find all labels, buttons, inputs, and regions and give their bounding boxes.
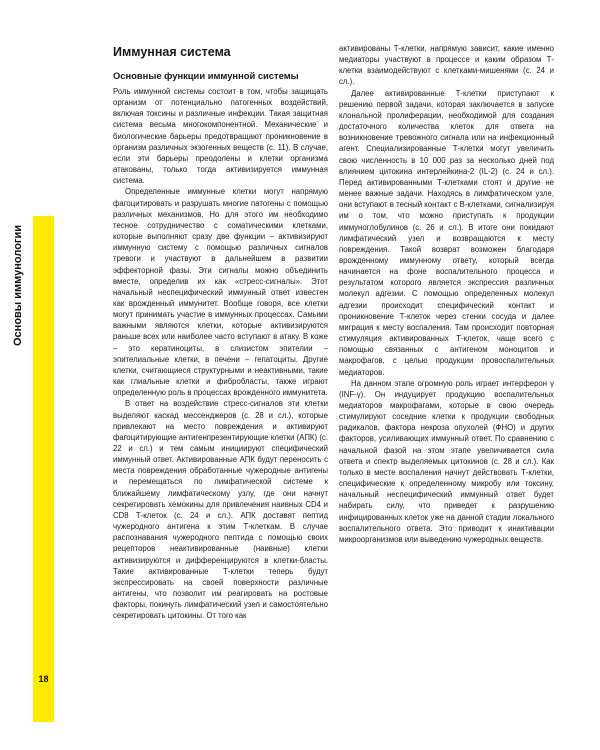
paragraph: На данном этапе огромную роль играет интерферон γ (INF-γ). Он индуцирует продукцию воспалительных медиаторов макрофагами, которые в свою очередь стимулируют соседние клетки к продукции свободных радикалов, фактора некроза опухолей (ФНО) и других факторов, усиливающих иммунный ответ. По сравнению с начальной фазой на этом этапе увеличивается сила ответа и спектр выделяемых цитокинов (с. 28 и сл.). Как только в месте воспаления начнут действовать Т-клетки, специфические к определенному микробу или токсину, начальный неспецифический иммунный ответ будет набирать силу, что приведет к разрушению инфицированных клеток уже на данной стадии локального воспалительного ответа. Это приводит к инактивации микроорганизмов или выведению чужеродных веществ. xyxy=(339,378,554,544)
section-subtitle: Основные функции иммунной системы xyxy=(113,70,299,81)
text-column-right xyxy=(339,43,554,545)
paragraph: активированы Т-клетки, напрямую зависит, какие именно медиаторы участвуют в процессе и каким образом Т-клетки взаимодействуют с клетками-мишенями (с. 24 и сл.). xyxy=(339,44,554,87)
page-number: 18 xyxy=(38,674,49,684)
sidebar-accent-bar xyxy=(33,216,54,722)
text-column-left xyxy=(113,45,328,622)
page-title: Иммунная система xyxy=(113,45,231,59)
paragraph: Определенные иммунные клетки могут напрямую фагоцитировать и разрушать многие патогены с помощью различных механизмов. Но для этого им необходимо тесное сотрудничество с соматическими клетками, которые выполняют сразу две функции – активизируют иммунную систему с помощью различных сигналов тревоги и участвуют в дальнейшем в развитии эффекторной фазы. Эти сигналы можно объединить вместе, определив их как «стресс-сигналы». Этот начальный неспецифический иммунный ответ известен как врожденный иммунитет. Вообще говоря, все клетки могут принимать участие в иммунных процессах. Самыми важными являются клетки, которые активизируются раньше всех или наиболее часто вступают в атаку. В коже – это кератиноциты, в слизистом эпителии – эпителиальные клетки, в печени – гепатоциты. Другие клетки, считающиеся структурными и неактивными, такие как глиальные клетки и фибробласты, также играют определенную роль в процессах врожденного иммунитета. xyxy=(113,187,328,398)
sidebar-section-title: Основы иммунологии xyxy=(12,224,24,346)
paragraph: Роль иммунной системы состоит в том, чтобы защищать организм от потенциально патогенных воздействий, включая токсины и различные инфекции. Такая защитная система весьма многокомпонентной. Механические и биологические барьеры предотвращают проникновение в организм различных экзогенных веществ (с. 11). В случае, если эти барьеры преодолены и клетки организма атакованы, только тогда активизируется иммунная система. xyxy=(113,87,328,186)
paragraph: В ответ на воздействие стресс-сигналов эти клетки выделяют каскад мессенджеров (с. 28 и сл.), которые привлекают на место повреждения и активируют фагоцитирующие антигенпрезентирующие клетки (АПК) (с. 22 и сл.) и тем самым инициируют специфический иммунный ответ. Активированные АПК будут переносить с места повреждения обработанные чужеродные антигены и перемещаться по лимфатической системе к ближайшему лимфатическому узлу, где они начнут секретировать хемокины для привлечения наивных CD4 и CD8 Т-клеток (с. 24 и сл.). АПК доставят пептид чужеродного антигена к этим Т-клеткам. В случае распознавания чужеродного пептида с помощью своих рецепторов неактивированные (наивные) клетки активизируются и дифференцируются в клетки-бласты. Такие активированные Т-клетки теперь будут экспрессировать на своей поверхности различные антигены, что позволит им реагировать на ростовые факторы, покинуть лимфатический узел и самостоятельно секретировать цитокины. От того как xyxy=(113,399,328,621)
paragraph: Далее активированные Т-клетки приступают к решению первой задачи, которая заключается в запуске клональной пролиферации, необходимой для создания достаточного количества клеток для ответа на возникновение тревожного сигнала или на инфекционный агент. Специализированные Т-клетки могут увеличить свою численность в 10 000 раз за несколько дней под влиянием цитокина интерлейкина-2 (IL-2) (с. 24 и сл.). Перед активированными Т-клетками стоят и другие не менее важные задачи. Находясь в лимфатическом узле, они вступают в тесный контакт с В-клетками, сигнализируя им о том, что можно приступать к продукции иммуноглобулинов (с. 26 и сл.). В итоге они покидают лимфатический узел и возвращаются к месту повреждения. Такой возврат возможен благодаря врожденному иммунному ответу, который всегда начинается на фоне воспалительного процесса и результатом которого является экспрессия различных молекул адгезии. С помощью определенных молекул адгезии происходит специфический контакт и проникновение Т-клеток через стенки сосуда и далее миграция к месту воспаления. Там происходит повторная стимуляция активированных Т-клеток, чаще всего с помощью связанных с антигеном моноцитов и макрофагов, с целью продукции провоспалительных медиаторов. xyxy=(339,88,554,377)
